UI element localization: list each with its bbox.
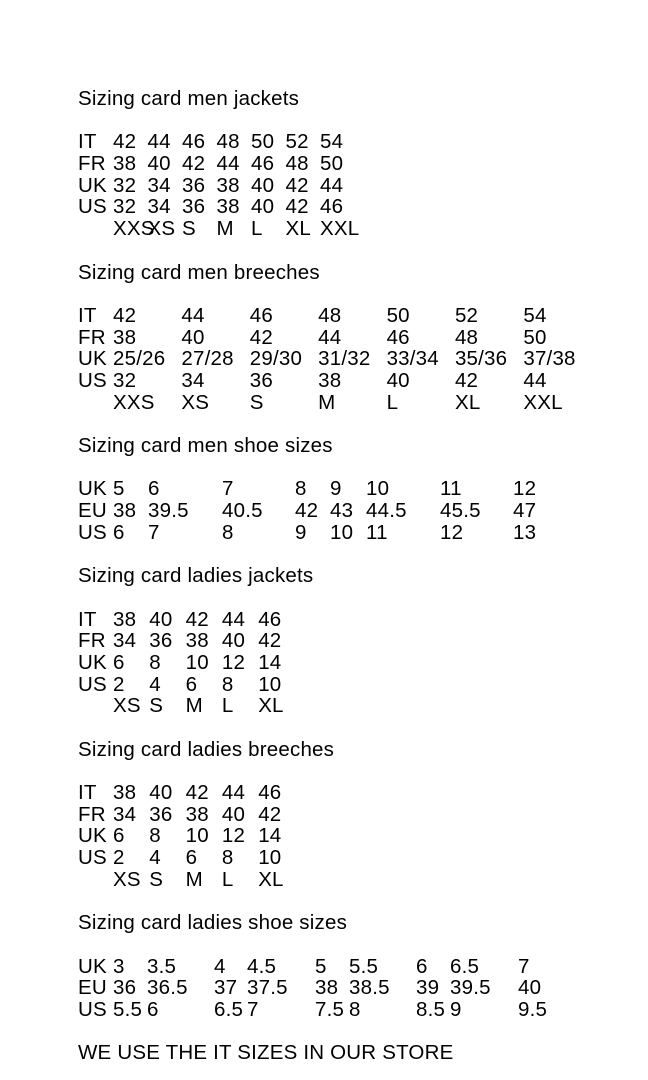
- size-table-men-shoe-sizes: [78, 478, 640, 543]
- size-value: 42: [295, 499, 319, 523]
- size-value: 42: [113, 303, 137, 327]
- size-value: XL: [258, 694, 284, 718]
- size-value: 27/28: [181, 347, 234, 371]
- size-value: M: [216, 217, 234, 241]
- size-value: 40: [221, 629, 246, 653]
- size-value: 34: [113, 629, 137, 653]
- card-title-men-shoe-sizes: Sizing card men shoe sizes: [78, 434, 333, 458]
- size-value: 8: [221, 846, 234, 870]
- size-value: 43: [330, 499, 354, 523]
- size-value: 36.5: [147, 976, 188, 1000]
- size-row: [78, 652, 640, 674]
- size-row: [78, 218, 640, 240]
- size-value: 38: [113, 325, 137, 349]
- size-value: 44: [221, 781, 246, 805]
- size-value: 44: [320, 173, 344, 197]
- size-row: [78, 348, 640, 370]
- size-table-ladies-jackets: [78, 609, 640, 717]
- size-value: 25/26: [113, 347, 166, 371]
- card-title-men-jackets: Sizing card men jackets: [78, 87, 300, 110]
- size-value: 39.5: [148, 499, 189, 523]
- size-row: [78, 131, 640, 153]
- size-value: 7: [148, 520, 160, 544]
- size-value: 2: [113, 846, 125, 870]
- size-value: 7: [247, 997, 259, 1021]
- size-value: XL: [258, 867, 284, 891]
- size-row: [78, 305, 640, 327]
- size-row: [78, 695, 640, 717]
- size-value: 42: [113, 130, 137, 154]
- size-value: 38: [113, 607, 137, 631]
- size-value: 3: [113, 954, 125, 978]
- size-value: XL: [454, 390, 481, 414]
- region-label: FR: [78, 629, 106, 653]
- size-value: 36: [113, 976, 137, 1000]
- size-value: XS: [113, 867, 141, 891]
- size-value: 38: [315, 976, 339, 1000]
- size-row: [78, 956, 640, 978]
- region-label: EU: [78, 976, 107, 1000]
- size-value: 45.5: [440, 499, 481, 523]
- size-row: [78, 153, 640, 175]
- region-label: UK: [78, 173, 107, 197]
- store-note: WE USE THE IT SIZES IN OUR STORE: [78, 1041, 454, 1065]
- size-value: 8.5: [416, 997, 446, 1021]
- size-value: 38: [185, 802, 209, 826]
- region-label: UK: [78, 650, 107, 674]
- size-value: 12: [513, 477, 537, 501]
- size-value: 2: [113, 672, 125, 696]
- size-value: 44: [221, 607, 246, 631]
- size-value: 4: [214, 954, 226, 978]
- size-value: 42: [185, 607, 209, 631]
- size-value: 8: [149, 650, 161, 674]
- size-value: 6: [148, 477, 160, 501]
- size-row: [78, 804, 640, 826]
- size-value: XL: [285, 217, 311, 241]
- size-value: 6: [147, 997, 159, 1021]
- size-value: 7: [222, 477, 234, 501]
- size-value: 38: [216, 173, 240, 197]
- size-value: L: [221, 867, 234, 891]
- size-value: 42: [185, 781, 209, 805]
- size-value: L: [251, 217, 263, 241]
- size-value: 6: [416, 954, 428, 978]
- size-value: 9: [330, 477, 342, 501]
- size-row: [78, 630, 640, 652]
- size-value: 40: [147, 152, 171, 176]
- size-value: 6.5: [214, 997, 244, 1021]
- size-value: S: [149, 694, 164, 718]
- size-value: 37.5: [247, 976, 288, 1000]
- size-value: 40: [251, 195, 275, 219]
- size-value: 9: [295, 520, 307, 544]
- size-row: [78, 392, 640, 414]
- size-value: 40: [386, 368, 410, 392]
- size-value: XXS: [113, 390, 155, 414]
- size-value: 12: [221, 824, 246, 848]
- size-value: 42: [182, 152, 206, 176]
- size-value: 5: [113, 477, 125, 501]
- size-value: 36: [182, 173, 206, 197]
- size-value: XXL: [320, 217, 360, 241]
- size-value: XS: [181, 390, 210, 414]
- region-label: US: [78, 520, 107, 544]
- size-value: 54: [320, 130, 344, 154]
- region-label: UK: [78, 347, 107, 371]
- size-value: M: [318, 390, 336, 414]
- size-value: 37/38: [523, 347, 576, 371]
- size-row: [78, 782, 640, 804]
- region-label-empty: [78, 695, 113, 717]
- size-value: 40: [518, 976, 542, 1000]
- region-label: UK: [78, 954, 107, 978]
- size-value: S: [182, 217, 196, 241]
- size-row: [78, 977, 640, 999]
- size-value: 5.5: [113, 997, 143, 1021]
- size-value: 40: [251, 173, 275, 197]
- size-value: 52: [285, 130, 309, 154]
- size-row: [78, 327, 640, 349]
- size-value: 36: [182, 195, 206, 219]
- size-value: 5: [315, 954, 327, 978]
- region-label: US: [78, 195, 107, 219]
- size-row: [78, 500, 640, 522]
- size-value: 4: [149, 846, 161, 870]
- size-value: 48: [216, 130, 240, 154]
- region-label-empty: [78, 392, 113, 414]
- size-value: 42: [285, 195, 309, 219]
- size-value: S: [249, 390, 264, 414]
- size-value: XXS: [113, 217, 155, 241]
- size-row: [78, 196, 640, 218]
- size-value: 34: [181, 368, 205, 392]
- size-value: 11: [366, 520, 388, 544]
- size-value: 10: [258, 846, 282, 870]
- size-value: 38: [113, 781, 137, 805]
- region-label: US: [78, 672, 107, 696]
- card-title-ladies-jackets: Sizing card ladies jackets: [78, 564, 314, 588]
- size-value: 6.5: [450, 954, 480, 978]
- size-value: 9.5: [518, 997, 548, 1021]
- size-value: 5.5: [349, 954, 379, 978]
- size-value: 50: [523, 325, 547, 349]
- size-value: 38: [318, 368, 342, 392]
- size-row: [78, 522, 640, 544]
- size-value: 4.5: [247, 954, 277, 978]
- size-value: 44: [147, 130, 171, 154]
- size-row: [78, 175, 640, 197]
- sizing-card-ladies-shoe-sizes: [78, 912, 640, 1020]
- sizing-card-men-shoe-sizes: [78, 435, 640, 543]
- size-value: 46: [249, 303, 273, 327]
- region-label: IT: [78, 607, 97, 631]
- size-value: 40: [221, 802, 246, 826]
- size-value: 10: [185, 650, 209, 674]
- size-value: 46: [386, 325, 410, 349]
- size-value: 46: [251, 152, 275, 176]
- size-value: 39.5: [450, 976, 491, 1000]
- size-value: 38: [113, 499, 137, 523]
- region-label: IT: [78, 130, 97, 154]
- size-value: 7.5: [315, 997, 345, 1021]
- size-value: 8: [295, 477, 307, 501]
- size-value: L: [221, 694, 234, 718]
- size-value: 42: [285, 173, 309, 197]
- size-value: XS: [113, 694, 141, 718]
- size-value: 52: [454, 303, 479, 327]
- size-value: 35/36: [454, 347, 508, 371]
- size-value: 40: [149, 781, 173, 805]
- size-value: 33/34: [386, 347, 439, 371]
- size-value: 46: [258, 607, 282, 631]
- size-row: [78, 847, 640, 869]
- size-value: 6: [113, 650, 125, 674]
- size-value: 38.5: [349, 976, 390, 1000]
- size-row: [78, 869, 640, 891]
- size-value: 10: [366, 477, 390, 501]
- sizing-card-ladies-breeches: [78, 739, 640, 891]
- size-value: 34: [113, 802, 137, 826]
- size-value: 6: [113, 520, 125, 544]
- size-value: 10: [185, 824, 209, 848]
- size-value: 40.5: [222, 499, 263, 523]
- card-title-ladies-shoe-sizes: Sizing card ladies shoe sizes: [78, 911, 348, 935]
- size-value: 44: [181, 303, 205, 327]
- size-value: 32: [113, 195, 137, 219]
- size-value: 8: [222, 520, 234, 544]
- size-value: 44: [216, 152, 240, 176]
- size-value: 39: [416, 976, 440, 1000]
- size-value: 32: [113, 368, 137, 392]
- size-value: 31/32: [318, 347, 371, 371]
- size-value: 44.5: [366, 499, 407, 523]
- size-value: 38: [185, 629, 209, 653]
- size-value: 46: [258, 781, 282, 805]
- size-value: 7: [518, 954, 530, 978]
- size-value: 6: [185, 846, 198, 870]
- size-value: 10: [330, 520, 354, 544]
- size-value: 36: [149, 629, 173, 653]
- size-table-ladies-breeches: [78, 782, 640, 890]
- size-value: M: [185, 867, 203, 891]
- size-value: 3.5: [147, 954, 177, 978]
- region-label: US: [78, 997, 107, 1021]
- size-value: 44: [318, 325, 342, 349]
- size-row: [78, 370, 640, 392]
- size-value: 48: [285, 152, 309, 176]
- size-value: 42: [249, 325, 273, 349]
- size-value: 32: [113, 173, 137, 197]
- size-value: 48: [318, 303, 342, 327]
- region-label: FR: [78, 802, 106, 826]
- sizing-card-men-breeches: [78, 262, 640, 414]
- size-row: [78, 609, 640, 631]
- card-title-ladies-breeches: Sizing card ladies breeches: [78, 737, 335, 761]
- size-value: 44: [523, 368, 547, 392]
- size-value: 10: [258, 672, 282, 696]
- region-label: UK: [78, 477, 107, 501]
- size-value: 48: [454, 325, 479, 349]
- size-value: S: [149, 867, 164, 891]
- size-value: 34: [147, 195, 171, 219]
- sizing-card-men-jackets: [78, 88, 640, 240]
- size-value: 14: [258, 650, 282, 674]
- region-label-empty: [78, 869, 113, 891]
- size-value: 47: [513, 499, 537, 523]
- region-label: US: [78, 368, 107, 392]
- size-value: 36: [249, 368, 273, 392]
- region-label: EU: [78, 499, 107, 523]
- size-value: 8: [221, 672, 234, 696]
- size-value: 38: [113, 152, 137, 176]
- size-value: 38: [216, 195, 240, 219]
- size-table-men-jackets: [78, 131, 640, 239]
- size-value: 34: [147, 173, 171, 197]
- size-value: 11: [440, 477, 462, 501]
- size-value: 50: [251, 130, 275, 154]
- size-row: [78, 999, 640, 1021]
- size-value: 50: [320, 152, 344, 176]
- size-value: 36: [149, 802, 173, 826]
- size-value: 8: [149, 824, 161, 848]
- region-label-empty: [78, 218, 113, 240]
- size-value: 50: [386, 303, 410, 327]
- size-value: 46: [320, 195, 344, 219]
- region-label: US: [78, 846, 107, 870]
- size-value: L: [386, 390, 399, 414]
- size-value: 42: [454, 368, 479, 392]
- size-table-ladies-shoe-sizes: [78, 956, 640, 1021]
- size-value: 46: [182, 130, 206, 154]
- size-value: 42: [258, 802, 282, 826]
- size-value: 8: [349, 997, 361, 1021]
- sizing-card-ladies-jackets: [78, 565, 640, 717]
- size-value: 40: [149, 607, 173, 631]
- size-row: [78, 478, 640, 500]
- size-value: 6: [185, 672, 198, 696]
- size-value: 6: [113, 824, 125, 848]
- size-value: 29/30: [249, 347, 303, 371]
- size-value: 40: [181, 325, 205, 349]
- size-row: [78, 674, 640, 696]
- size-value: 14: [258, 824, 282, 848]
- sizing-cards-list: [78, 88, 640, 1021]
- size-value: 4: [149, 672, 161, 696]
- card-title-men-breeches: Sizing card men breeches: [78, 260, 320, 284]
- size-row: [78, 825, 640, 847]
- size-value: XS: [147, 217, 176, 241]
- size-value: XXL: [523, 390, 563, 414]
- region-label: UK: [78, 824, 107, 848]
- size-value: M: [185, 694, 203, 718]
- size-value: 9: [450, 997, 462, 1021]
- size-value: 13: [513, 520, 537, 544]
- region-label: FR: [78, 152, 106, 176]
- region-label: FR: [78, 325, 106, 349]
- size-value: 12: [221, 650, 246, 674]
- region-label: IT: [78, 781, 97, 805]
- size-table-men-breeches: [78, 305, 640, 413]
- size-value: 12: [440, 520, 464, 544]
- size-value: 54: [523, 303, 547, 327]
- region-label: IT: [78, 303, 97, 327]
- size-value: 42: [258, 629, 282, 653]
- size-value: 37: [214, 976, 238, 1000]
